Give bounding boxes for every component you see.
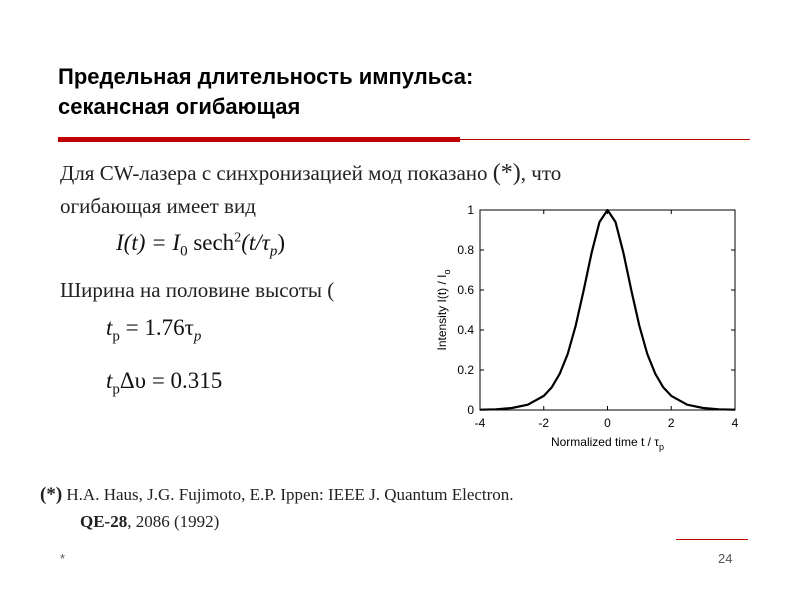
- formula2-t-sub: p: [112, 328, 120, 345]
- footer-star: *: [60, 551, 66, 566]
- slide-title: [58, 62, 738, 122]
- sech-intensity-chart: [420, 195, 760, 465]
- title-accent-bar: [58, 137, 460, 142]
- x-tick-label: 4: [731, 416, 739, 430]
- x-tick-label: 0: [604, 416, 611, 430]
- text-line-1: [60, 160, 561, 187]
- page-number: 24: [718, 551, 733, 566]
- title-line-2: секансная огибающая: [58, 94, 301, 119]
- y-tick-label: 0.4: [457, 323, 474, 337]
- formula1-lhs: I(t) = I: [116, 230, 181, 255]
- text-line-3: Ширина на половине высоты (: [60, 278, 335, 302]
- formula2-rhs-sub: p: [193, 328, 202, 345]
- y-tick-label: 0: [467, 403, 474, 417]
- y-tick-label: 0.2: [457, 363, 474, 377]
- title-line-1: Предельная длительность импульса:: [58, 64, 474, 89]
- formula1-arg-sub: p: [269, 243, 278, 260]
- formula3-t-sub: p: [112, 381, 120, 398]
- formula1-sup: 2: [234, 230, 242, 246]
- footnote-ref-rest: , 2086 (1992): [127, 512, 220, 531]
- formula1-sech: sech: [187, 230, 235, 255]
- plot-frame: [480, 210, 735, 410]
- line1-end: , что: [520, 161, 562, 185]
- x-tick-label: 2: [667, 416, 675, 430]
- x-tick-label: -4: [474, 416, 486, 430]
- formula1-arg: (t/τ: [241, 230, 270, 255]
- reference-marker: (*): [492, 160, 521, 186]
- footnote-line-2: [80, 512, 219, 532]
- formula1-close: ): [277, 230, 286, 255]
- line1-text: Для CW-лазера с синхронизацией мод показано: [60, 161, 488, 185]
- fwhm-formula: [106, 315, 201, 346]
- formula1-lhs-sub: 0: [180, 243, 188, 260]
- title-divider-line: [460, 139, 750, 140]
- time-bandwidth-formula: [106, 368, 222, 399]
- formula2-rhs: = 1.76τ: [119, 315, 194, 340]
- y-axis-label: Intensity $I(t) / I_o$: [435, 269, 452, 351]
- footnote-marker: (*): [40, 484, 63, 505]
- footnote-text: H.A. Haus, J.G. Fujimoto, E.P. Ippen: IEEE J. Quantum Electron.: [62, 485, 514, 504]
- y-tick-label: 0.8: [457, 243, 474, 257]
- envelope-formula: [116, 230, 285, 261]
- y-tick-label: 0.6: [457, 283, 474, 297]
- footnote-ref-bold: QE-28: [80, 512, 128, 531]
- x-axis-label: Normalized time t / $\tau_p$: [550, 435, 665, 452]
- text-line-2: огибающая имеет вид: [60, 194, 256, 218]
- formula2-t: t: [106, 315, 113, 340]
- series-line: [480, 210, 735, 410]
- formula3-t: t: [106, 368, 113, 393]
- footnote-line-1: [40, 484, 514, 506]
- y-tick-label: 1: [467, 203, 474, 217]
- formula3-rhs: Δυ = 0.315: [119, 368, 223, 393]
- footer-divider: [676, 539, 748, 540]
- x-tick-label: -2: [538, 416, 550, 430]
- chart-svg: [420, 195, 760, 465]
